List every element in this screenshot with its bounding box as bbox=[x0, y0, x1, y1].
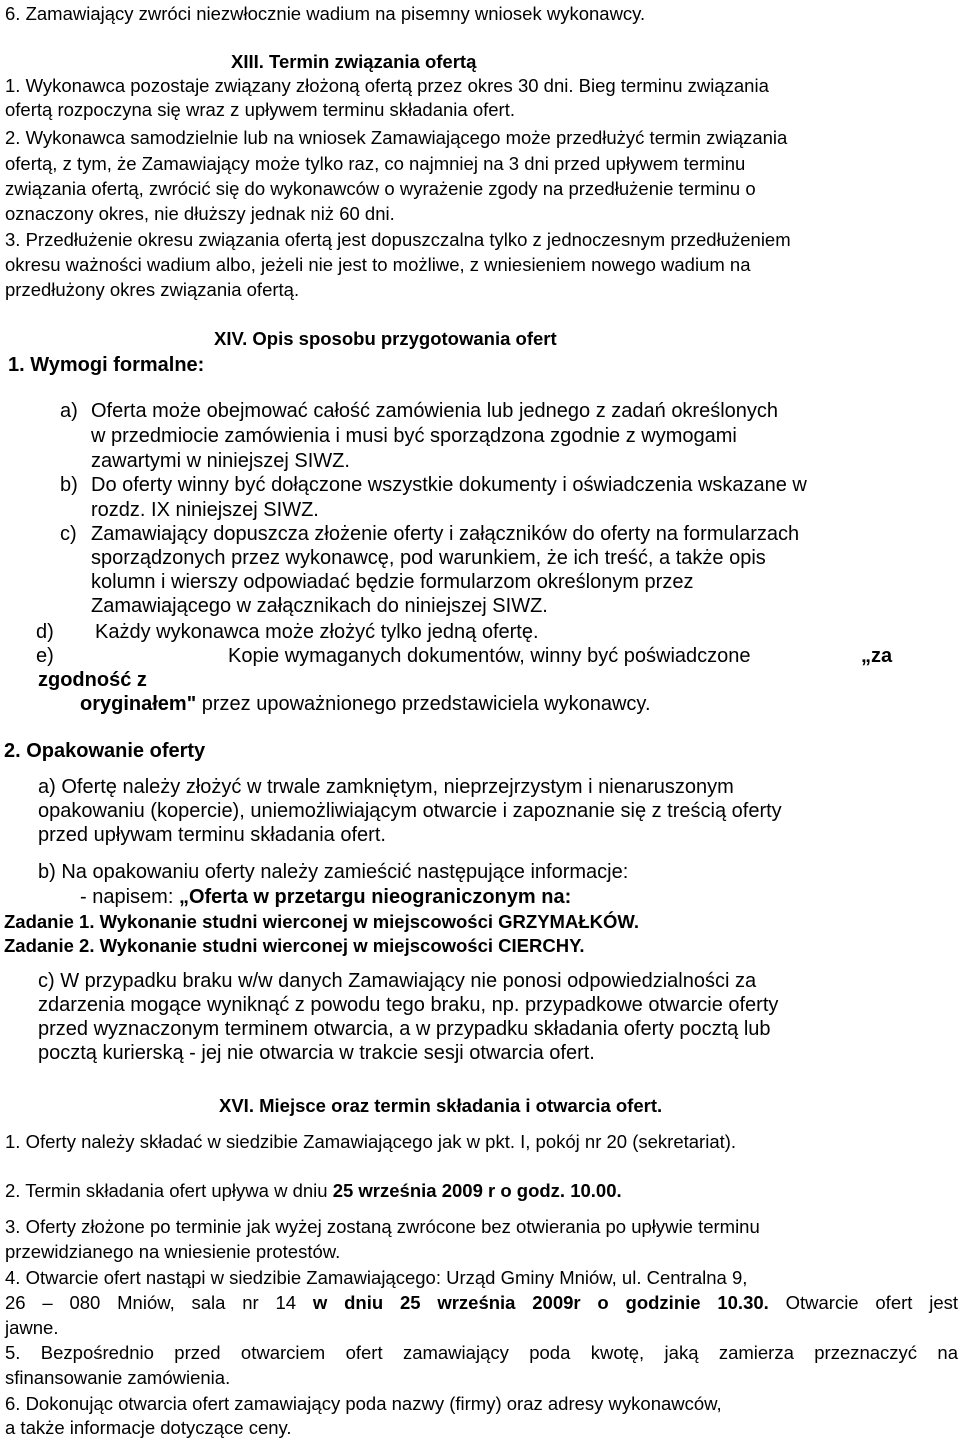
item-d-line-1: Każdy wykonawca może złożyć tylko jedną ofertę. bbox=[95, 621, 539, 643]
item-a-line-1: Oferta może obejmować całość zamówienia lub jednego z zadań określonych bbox=[91, 400, 779, 422]
task-1: Zadanie 1. Wykonanie studni wierconej w miejscowości GRZYMAŁKÓW. bbox=[4, 911, 639, 932]
item-c-line-3: kolumn i wierszy odpowiadać będzie formularzom określonym przez bbox=[91, 571, 694, 593]
packaging-b-pre: - napisem: bbox=[80, 886, 179, 908]
section-xvi-heading: XVI. Miejsce oraz termin składania i otwarcia ofert. bbox=[219, 1095, 663, 1116]
item-e-bold-za: „za bbox=[861, 645, 893, 667]
xvi-p1: 1. Oferty należy składać w siedzibie Zamawiającego jak w pkt. I, pokój nr 20 (sekretariat). bbox=[5, 1131, 737, 1152]
xiv-sub1-heading: 1. Wymogi formalne: bbox=[8, 354, 205, 376]
item-c-line-1: Zamawiający dopuszcza złożenie oferty i załączników do oferty na formularzach bbox=[91, 523, 800, 545]
xiii-p1-line-1: 1. Wykonawca pozostaje związany złożoną ofertą przez okres 30 dni. Bieg terminu związania bbox=[5, 75, 769, 96]
item-e-line-3 bbox=[80, 692, 651, 716]
item-b-marker: b) bbox=[60, 474, 78, 496]
item-b-line-1: Do oferty winny być dołączone wszystkie dokumenty i oświadczenia wskazane w bbox=[91, 474, 807, 496]
xvi-p4-bold: w dniu 25 września 2009r o godzinie 10.30. bbox=[312, 1292, 769, 1313]
xvi-p4-line-2 bbox=[5, 1291, 958, 1315]
item-c-line-4: Zamawiającego w załącznikach do niniejszej SIWZ. bbox=[91, 595, 548, 617]
xvi-p6-line-1: 6. Dokonując otwarcia ofert zamawiający poda nazwy (firmy) oraz adresy wykonawców, bbox=[5, 1393, 722, 1414]
packaging-c-line-1: c) W przypadku braku w/w danych Zamawiający nie ponosi odpowiedzialności za bbox=[38, 970, 757, 992]
packaging-c-line-4: pocztą kurierską - jej nie otwarcia w trakcie sesji otwarcia ofert. bbox=[38, 1042, 595, 1064]
xvi-p4-line-1: 4. Otwarcie ofert nastąpi w siedzibie Zamawiającego: Urząd Gminy Mniów, ul. Centralna 9, bbox=[5, 1267, 748, 1288]
xiii-p3-line-3: przedłużony okres związania ofertą. bbox=[5, 279, 300, 300]
xiii-p2-line-4: oznaczony okres, nie dłuższy jednak niż 60 dni. bbox=[5, 203, 395, 224]
xiii-p1-line-2: ofertą rozpoczyna się wraz z upływem terminu składania ofert. bbox=[5, 99, 515, 120]
item-e-bold-zgodnosc: zgodność z bbox=[38, 669, 147, 691]
item-c-marker: c) bbox=[60, 523, 77, 545]
xvi-p2-pre: 2. Termin składania ofert upływa w dniu bbox=[5, 1180, 333, 1201]
packaging-b-line-1: b) Na opakowaniu oferty należy zamieścić następujące informacje: bbox=[38, 861, 629, 883]
section-xiii-heading: XIII. Termin związania ofertą bbox=[231, 51, 477, 72]
xvi-p4-pre: 26 – 080 Mniów, sala nr 14 bbox=[5, 1292, 313, 1313]
xvi-p6-line-2: a także informacje dotyczące ceny. bbox=[5, 1417, 292, 1438]
item-a-line-2: w przedmiocie zamówienia i musi być sporządzona zgodnie z wymogami bbox=[91, 425, 737, 447]
item-a-marker: a) bbox=[60, 400, 78, 422]
item-e-line-1: Kopie wymaganych dokumentów, winny być poświadczone bbox=[228, 645, 751, 667]
packaging-a-line-2: opakowaniu (kopercie), uniemożliwiającym otwarcie i zapoznanie się z treścią oferty bbox=[38, 800, 782, 822]
packaging-c-line-2: zdarzenia mogące wyniknąć z powodu tego braku, np. przypadkowe otwarcie oferty bbox=[38, 994, 779, 1016]
xiii-p3-line-1: 3. Przedłużenie okresu związania ofertą jest dopuszczalna tylko z jednoczesnym przedłużeniem bbox=[5, 229, 791, 250]
xvi-p4-post: Otwarcie ofert jest bbox=[768, 1292, 958, 1313]
xvi-p3-line-2: przewidzianego na wniesienie protestów. bbox=[5, 1241, 341, 1262]
intro-line-6: 6. Zamawiający zwróci niezwłocznie wadium na pisemny wniosek wykonawcy. bbox=[5, 3, 646, 24]
xvi-p2 bbox=[5, 1179, 622, 1203]
xiii-p2-line-3: związania ofertą, zwrócić się do wykonawców o wyrażenie zgody na przedłużenie terminu o bbox=[5, 178, 756, 199]
item-e-tail: przez upoważnionego przedstawiciela wykonawcy. bbox=[196, 693, 651, 715]
packaging-b-bold: „Oferta w przetargu nieograniczonym na: bbox=[178, 886, 572, 908]
xvi-p5-line-1: 5. Bezpośrednio przed otwarciem ofert zamawiający poda kwotę, jaką zamierza przeznaczyć na bbox=[5, 1342, 958, 1363]
task-2: Zadanie 2. Wykonanie studni wierconej w miejscowości CIERCHY. bbox=[4, 935, 585, 956]
item-b-line-2: rozdz. IX niniejszej SIWZ. bbox=[91, 499, 319, 521]
packaging-b-line-2 bbox=[80, 885, 571, 909]
packaging-a-line-1: a) Ofertę należy złożyć w trwale zamkniętym, nieprzejrzystym i nienaruszonym bbox=[38, 776, 734, 798]
packaging-a-line-3: przed upływam terminu składania ofert. bbox=[38, 824, 386, 846]
item-c-line-2: sporządzonych przez wykonawcę, pod warunkiem, że ich treść, a także opis bbox=[91, 547, 766, 569]
xvi-p2-bold: 25 września 2009 r o godz. 10.00. bbox=[332, 1180, 622, 1201]
packaging-c-line-3: przed wyznaczonym terminem otwarcia, a w przypadku składania oferty pocztą lub bbox=[38, 1018, 771, 1040]
xvi-p5-line-2: sfinansowanie zamówienia. bbox=[5, 1367, 231, 1388]
item-d-marker: d) bbox=[36, 621, 54, 643]
xiv-sub2-heading: 2. Opakowanie oferty bbox=[4, 740, 206, 762]
xiii-p3-line-2: okresu ważności wadium albo, jeżeli nie jest to możliwe, z wniesieniem nowego wadium na bbox=[5, 254, 751, 275]
xiii-p2-line-1: 2. Wykonawca samodzielnie lub na wniosek Zamawiającego może przedłużyć termin związania bbox=[5, 127, 788, 148]
item-e-marker: e) bbox=[36, 645, 54, 667]
xvi-p3-line-1: 3. Oferty złożone po terminie jak wyżej zostaną zwrócone bez otwierania po upływie terminu bbox=[5, 1216, 760, 1237]
item-a-line-3: zawartymi w niniejszej SIWZ. bbox=[91, 450, 350, 472]
xiii-p2-line-2: ofertą, z tym, że Zamawiający może tylko raz, co najmniej na 3 dni przed upływem terminu bbox=[5, 153, 746, 174]
item-e-bold-oryginalem: oryginałem" bbox=[80, 693, 197, 715]
xvi-p4-line-3: jawne. bbox=[5, 1317, 59, 1338]
section-xiv-heading: XIV. Opis sposobu przygotowania ofert bbox=[214, 328, 557, 349]
